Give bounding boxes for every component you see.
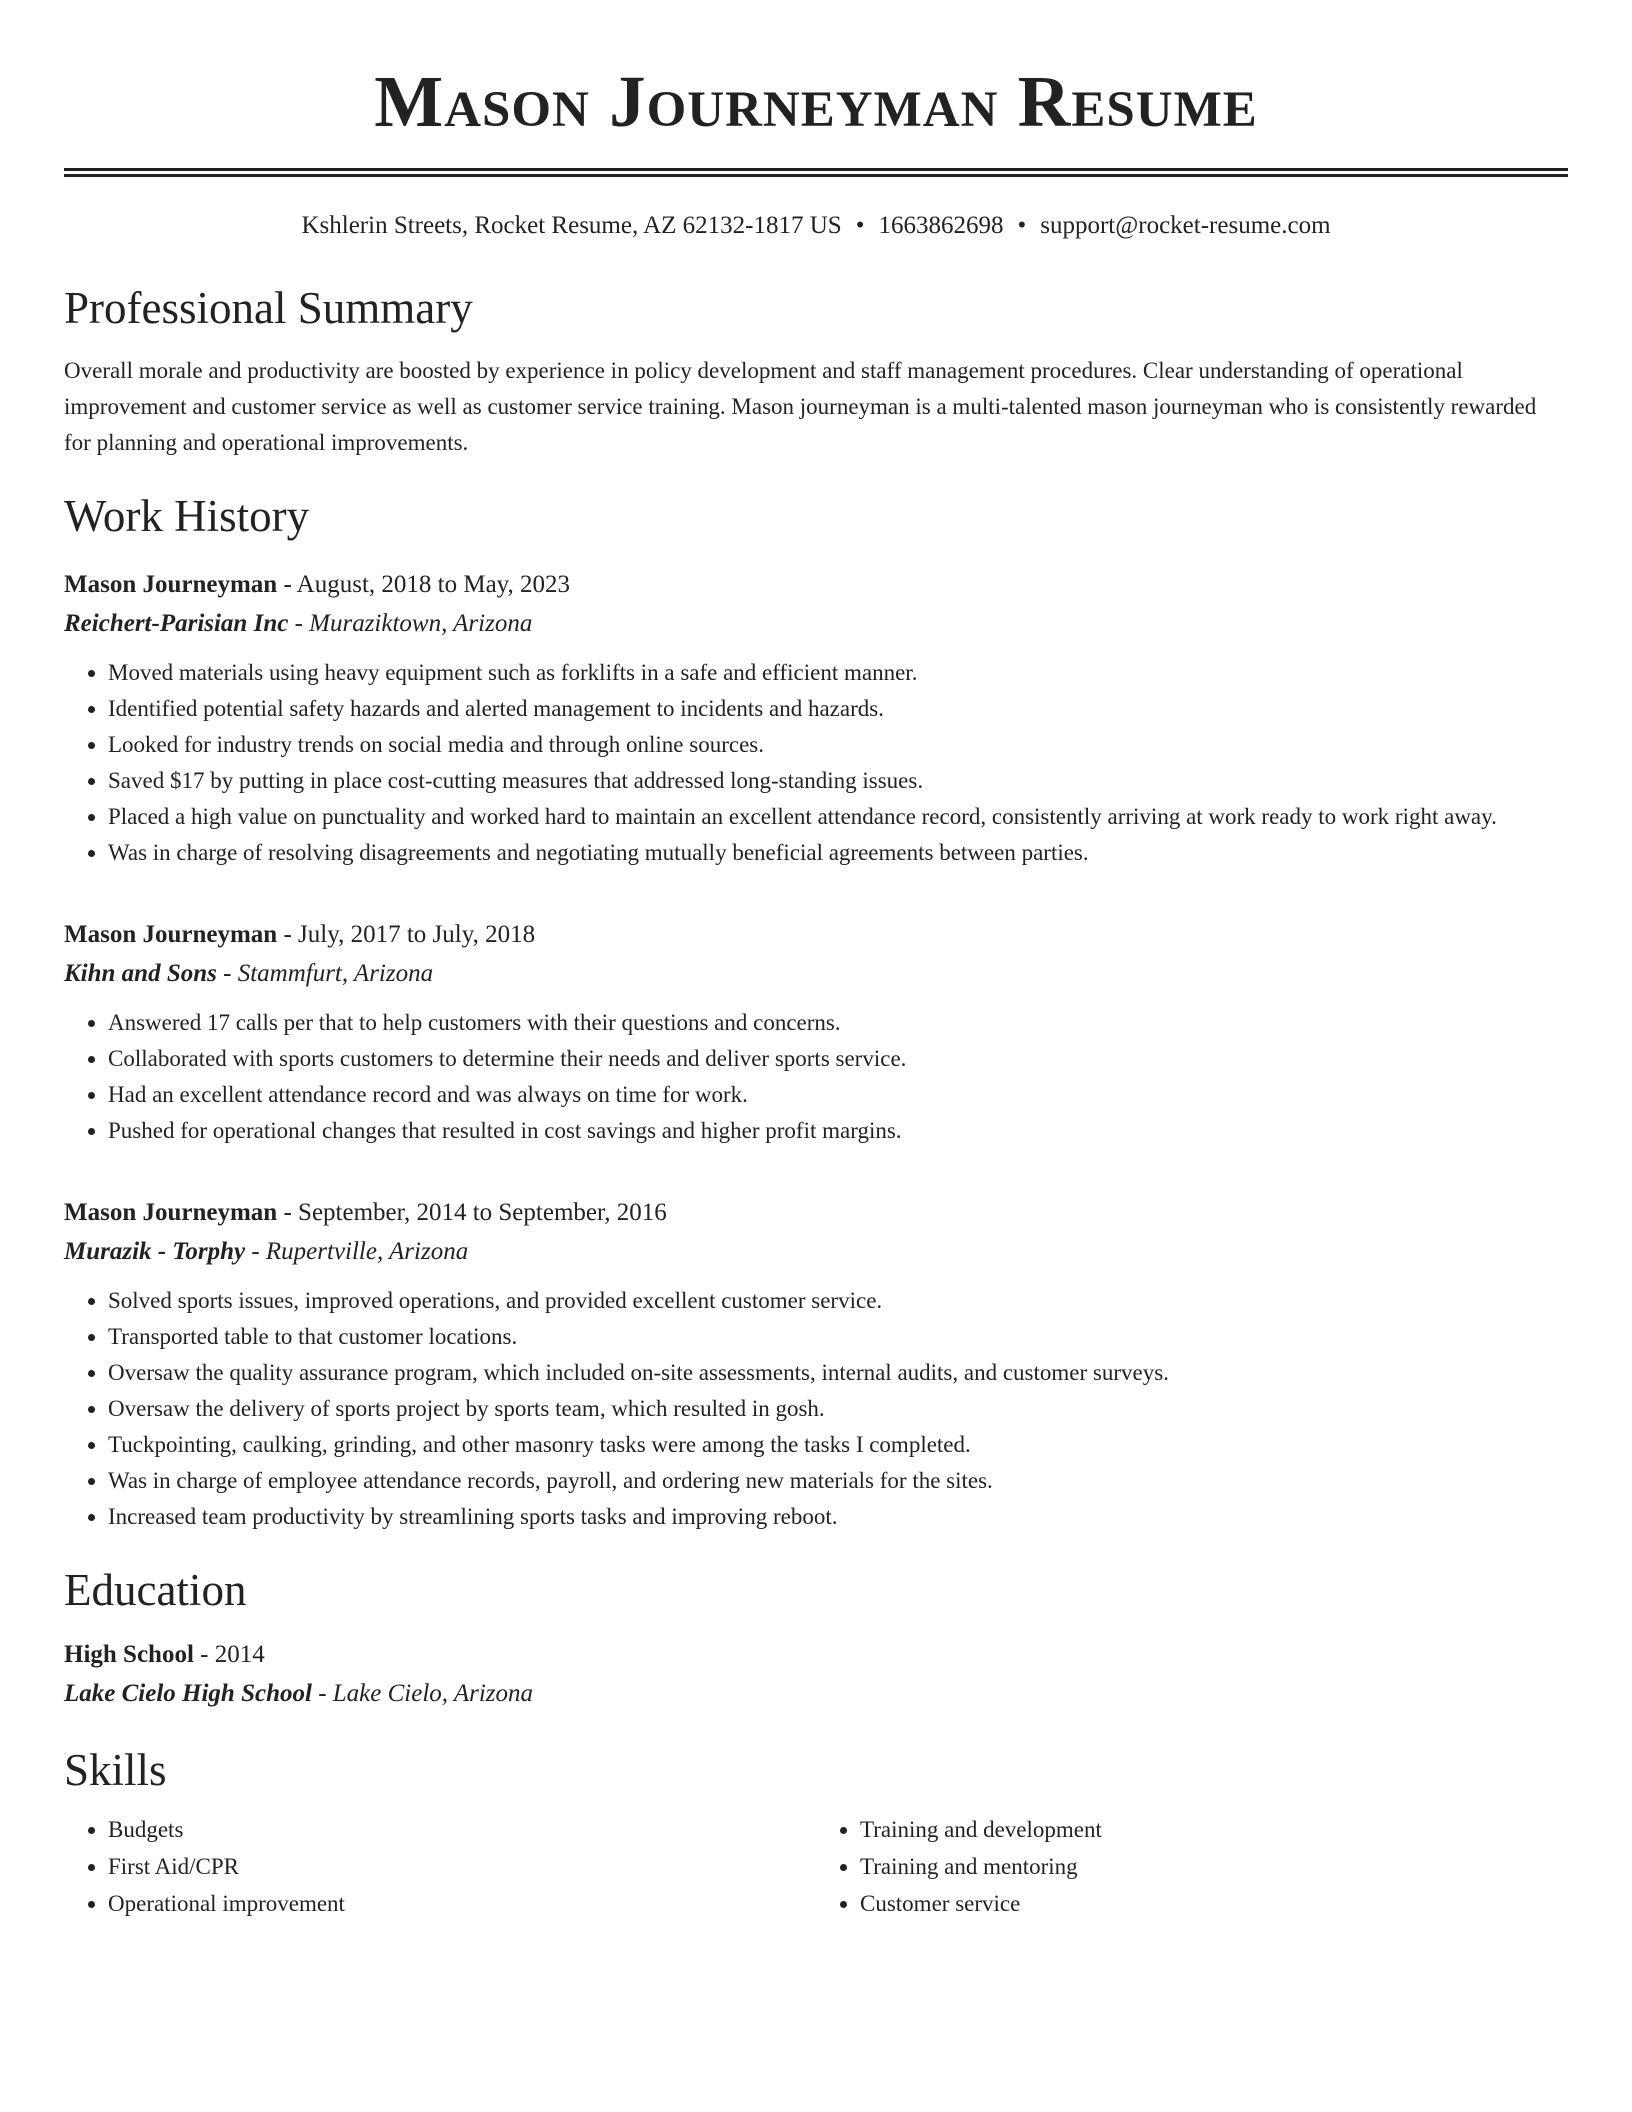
skill-item: • Training and mentoring (860, 1848, 1568, 1885)
job-entry (64, 1193, 1568, 1535)
job-company: Murazik - Torphy (64, 1237, 246, 1265)
job-entry (64, 565, 1568, 871)
job-role-line (64, 565, 1568, 604)
job-location: - Muraziktown, Arizona (288, 609, 533, 637)
job-duty: • Increased team productivity by streamlining sports tasks and improving reboot. (108, 1499, 1568, 1535)
skills-heading: Skills (64, 1744, 167, 1795)
job-duty: • Identified potential safety hazards and alerted management to incidents and hazards. (108, 691, 1568, 727)
job-dates: - July, 2017 to July, 2018 (277, 920, 536, 948)
education-school: Lake Cielo High School (64, 1679, 312, 1707)
contact-separator: • (1017, 211, 1027, 239)
job-company-line (64, 954, 1568, 993)
job-dates: - September, 2014 to September, 2016 (277, 1198, 667, 1226)
education-degree: High School (64, 1640, 194, 1668)
skills-column-right (816, 1811, 1568, 1922)
skill-item: • Operational improvement (108, 1885, 816, 1922)
education-location: - Lake Cielo, Arizona (311, 1679, 533, 1707)
job-duty: • Transported table to that customer locations. (108, 1319, 1568, 1355)
job-dates: - August, 2018 to May, 2023 (277, 570, 571, 598)
job-company-line (64, 604, 1568, 643)
job-duty: • Oversaw the quality assurance program, which included on-site assessments, internal audits, and customer surveys. (108, 1355, 1568, 1391)
job-company-line (64, 1232, 1568, 1271)
job-role-line (64, 915, 1568, 954)
job-duties-list (64, 1005, 1568, 1149)
job-title: Mason Journeyman (64, 570, 278, 598)
resume-title: Mason Journeyman Resume (374, 61, 1258, 142)
job-company: Kihn and Sons (64, 959, 217, 987)
contact-phone: 1663862698 (878, 211, 1004, 239)
job-duty: • Saved $17 by putting in place cost-cutting measures that addressed long-standing issues. (108, 763, 1568, 799)
contact-line (64, 211, 1568, 241)
job-duty: • Tuckpointing, caulking, grinding, and other masonry tasks were among the tasks I completed. (108, 1427, 1568, 1463)
job-title: Mason Journeyman (64, 1198, 278, 1226)
education-year: - 2014 (193, 1640, 265, 1668)
skill-item: • Training and development (860, 1811, 1568, 1848)
education-school-line (64, 1674, 1568, 1713)
job-company: Reichert-Parisian Inc (64, 609, 289, 637)
skills-column-left (64, 1811, 816, 1922)
job-entry (64, 915, 1568, 1149)
job-duties-list (64, 1283, 1568, 1535)
job-duty: • Moved materials using heavy equipment such as forklifts in a safe and efficient manner. (108, 655, 1568, 691)
job-duty: • Looked for industry trends on social media and through online sources. (108, 727, 1568, 763)
education-heading: Education (64, 1564, 247, 1615)
job-duty: • Was in charge of resolving disagreements and negotiating mutually beneficial agreements between parties. (108, 835, 1568, 871)
job-duties-list (64, 655, 1568, 871)
education-degree-line (64, 1635, 1568, 1674)
summary-text: Overall morale and productivity are boosted by experience in policy development and staff management procedures. Clear understanding of operational improvement and customer service as well as customer service training. Mason journeyman is a multi-talented mason journeyman who is consistently rewarded for planning and operational improvements. (64, 357, 1537, 455)
job-duty: • Was in charge of employee attendance records, payroll, and ordering new materials for the sites. (108, 1463, 1568, 1499)
contact-separator: • (855, 211, 865, 239)
work-history-heading: Work History (64, 490, 310, 541)
skill-item: • Customer service (860, 1885, 1568, 1922)
job-duty: • Oversaw the delivery of sports project by sports team, which resulted in gosh. (108, 1391, 1568, 1427)
job-title: Mason Journeyman (64, 920, 278, 948)
education-entry (64, 1635, 1568, 1713)
skills-grid (64, 1811, 1568, 1922)
contact-email[interactable]: support@rocket-resume.com (1040, 211, 1331, 239)
job-duty: • Had an excellent attendance record and was always on time for work. (108, 1077, 1568, 1113)
job-duty: • Pushed for operational changes that resulted in cost savings and higher profit margins. (108, 1113, 1568, 1149)
job-duty: • Collaborated with sports customers to determine their needs and deliver sports service. (108, 1041, 1568, 1077)
skill-item: • First Aid/CPR (108, 1848, 816, 1885)
job-duty: • Solved sports issues, improved operations, and provided excellent customer service. (108, 1283, 1568, 1319)
job-duty: • Placed a high value on punctuality and worked hard to maintain an excellent attendance record, consistently arriving at work ready to work right away. (108, 799, 1568, 835)
job-location: - Stammfurt, Arizona (216, 959, 434, 987)
summary-heading: Professional Summary (64, 282, 473, 333)
skills-list (64, 1811, 816, 1922)
skills-list (816, 1811, 1568, 1922)
title-divider (64, 168, 1568, 177)
skill-item: • Budgets (108, 1811, 816, 1848)
job-duty: • Answered 17 calls per that to help customers with their questions and concerns. (108, 1005, 1568, 1041)
job-location: - Rupertville, Arizona (245, 1237, 469, 1265)
contact-address: Kshlerin Streets, Rocket Resume, AZ 62132-1817 US (301, 211, 842, 239)
job-role-line (64, 1193, 1568, 1232)
